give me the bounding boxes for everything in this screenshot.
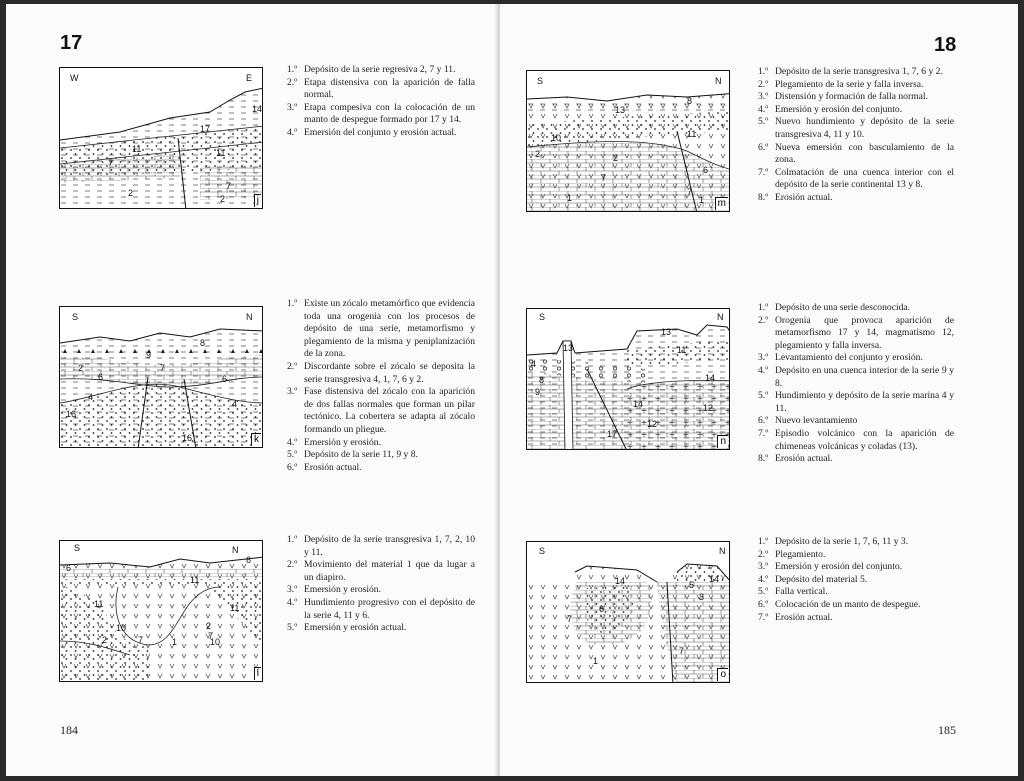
unit-number: 13: [661, 327, 672, 337]
panel-letter: m: [715, 197, 728, 210]
diagram-panel-l: [59, 540, 263, 682]
unit-number: 8: [687, 96, 693, 106]
step-item: 1.º Depósito de la serie regresiva 2, 7 y 11.: [287, 64, 456, 75]
direction-label-west: W: [70, 73, 79, 83]
unit-number: 11: [687, 129, 697, 139]
chapter-number-right: 18: [934, 34, 957, 56]
direction-label-north: N: [715, 76, 722, 86]
step-item: 8.º Erosión actual.: [758, 191, 833, 203]
direction-label-north: N: [232, 545, 239, 555]
step-item: 1.º Existe un zócalo metamórfico que evidencia toda una orogenia con los procesos de depósito de una serie, metamorfismo y plegamiento de la misma y peniplanización de la zona.: [287, 298, 475, 360]
step-item: 2.º Plegamiento de la serie y falla inversa.: [758, 78, 924, 90]
step-item: 3.º Emersión y erosión del conjunto.: [758, 561, 903, 573]
steps-list-n: [758, 302, 954, 466]
unit-number: 10: [116, 623, 127, 633]
unit-number: 1: [593, 656, 599, 666]
unit-number: 9: [535, 387, 541, 397]
unit-number: 12: [703, 403, 714, 413]
unit-number: 12: [647, 419, 658, 429]
steps-list-o: [758, 536, 954, 624]
direction-label-south: S: [539, 312, 546, 322]
step-item: 7.º Colmatación de una cuenca interior con el depósito de la serie continental 13 y 8.: [758, 166, 954, 191]
unit-number: 11: [677, 345, 687, 355]
step-item: 6.º Nueva emersión con basculamiento de la zona.: [758, 141, 954, 166]
step-item: 2.º Movimiento del material 1 que da lugar a un diapiro.: [287, 559, 475, 583]
unit-number: 7: [601, 173, 607, 183]
geologic-cross-section: [527, 542, 730, 683]
panel-letter: k: [251, 433, 261, 446]
step-item: 4.º Depósito del material 5.: [758, 573, 868, 585]
step-item: 6.º Nuevo levantamiento: [758, 415, 858, 427]
steps-list-l: [287, 534, 475, 635]
direction-label-north: N: [717, 312, 724, 322]
unit-number: 6: [66, 563, 72, 573]
unit-number: 7: [567, 614, 573, 624]
step-item: 5.º Emersión y erosión actual.: [287, 622, 407, 634]
step-item: 1.º Depósito de la serie transgresiva 1, 7, 6 y 2.: [758, 66, 943, 77]
panel-letter: o: [717, 668, 728, 681]
step-item: 2.º Orogenia que provoca aparición de metamorfismo 17 y 14, magmatismo 12, plegamiento y falla inversa.: [758, 314, 954, 351]
unit-number: 10: [551, 133, 562, 143]
unit-number: 2: [102, 635, 108, 645]
unit-number: 10: [210, 637, 221, 647]
unit-number: 16: [66, 409, 77, 419]
step-item: 4.º Emersión del conjunto y erosión actual.: [287, 126, 457, 138]
unit-number: 7: [160, 363, 166, 373]
unit-number: 13: [563, 343, 574, 353]
unit-number: 4: [88, 392, 94, 402]
step-item: 3.º Levantamiento del conjunto y erosión.: [758, 352, 923, 364]
unit-number: 17: [200, 124, 211, 134]
step-item: 7.º Erosión actual.: [758, 611, 833, 623]
direction-label-north: N: [719, 546, 726, 556]
unit-number: 14: [615, 576, 626, 586]
unit-number: 1: [567, 193, 573, 203]
step-item: 2.º Etapa distensiva con la aparición de falla normal.: [287, 76, 475, 101]
unit-number: 11: [190, 575, 200, 585]
unit-number: 4: [232, 399, 238, 409]
unit-number: 14: [633, 399, 644, 409]
unit-number: 6: [703, 165, 709, 175]
unit-number: 5: [689, 580, 695, 590]
step-item: 4.º Depósito en una cuenca interior de la serie 9 y 8.: [758, 364, 954, 389]
geologic-cross-section: [60, 68, 263, 209]
step-item: 1.º Depósito de la serie transgresiva 1, 7, 2, 10 y 11.: [287, 534, 475, 558]
direction-label-south: S: [539, 546, 546, 556]
panel-letter: j: [254, 194, 261, 207]
panel-letter: n: [717, 435, 728, 448]
unit-number: 13: [615, 105, 626, 115]
unit-number: 11: [94, 599, 104, 609]
direction-label-north: N: [246, 312, 253, 322]
unit-number: 9: [146, 350, 152, 360]
diagram-panel-k: [59, 306, 263, 448]
unit-number: 7: [679, 646, 685, 656]
step-item: 6.º Colocación de un manto de despegue.: [758, 598, 921, 610]
step-item: 6.º Erosión actual.: [287, 461, 362, 473]
unit-number: 14: [252, 104, 263, 114]
steps-list-j: [287, 64, 475, 140]
step-item: 3.º Distensión y formación de falla normal.: [758, 91, 928, 103]
unit-number: 1: [699, 195, 705, 205]
panel-letter: l: [254, 667, 261, 680]
unit-number: 1: [172, 637, 178, 647]
unit-number: 14: [705, 373, 716, 383]
step-item: 8.º Erosión actual.: [758, 453, 833, 465]
steps-list-k: [287, 298, 475, 474]
step-item: 4.º Emersión y erosión del conjunto.: [758, 103, 903, 115]
step-item: 7.º Episodio volcánico con la aparición de chimeneas volcánicas y coladas (13).: [758, 427, 954, 452]
unit-number: 7: [108, 158, 114, 168]
unit-number: 7: [226, 181, 232, 191]
unit-number: 6: [599, 604, 605, 614]
unit-number: 11: [132, 144, 142, 154]
geologic-cross-section: [527, 309, 730, 450]
step-item: 4.º Emersión y erosión.: [287, 436, 382, 448]
chapter-number-left: 17: [60, 32, 83, 54]
step-item: 2.º Discordante sobre el zócalo se deposita la serie transgresiva 4, 1, 7, 6 y 2.: [287, 360, 475, 385]
unit-number: 2: [535, 149, 541, 159]
unit-number: 6: [222, 374, 228, 384]
diagram-panel-n: [526, 308, 730, 450]
step-item: 1.º Depósito de la serie 1, 7, 6, 11 y 3.: [758, 536, 909, 547]
page-number-left: 184: [60, 723, 78, 737]
diagram-panel-j: [59, 67, 263, 209]
unit-number: 2: [78, 363, 84, 373]
direction-label-south: S: [74, 543, 81, 553]
step-item: 5.º Hundimiento y depósito de la serie marina 4 y 11.: [758, 390, 954, 414]
unit-number: 7: [138, 635, 144, 645]
direction-label-south: S: [72, 312, 79, 322]
unit-number: 2: [613, 153, 619, 163]
step-item: 2.º Plegamiento.: [758, 548, 826, 560]
step-item: 3.º Emersión y erosión.: [287, 584, 382, 596]
step-item: 3.º Etapa compesiva con la colocación de un manto de despegue formado por 17 y 14.: [287, 101, 475, 126]
unit-number: 2: [206, 621, 212, 631]
unit-number: 7: [208, 631, 214, 641]
unit-number: 14: [709, 574, 720, 584]
step-item: 5.º Depósito de la serie 11, 9 y 8.: [287, 449, 418, 461]
step-item: 5.º Nuevo hundimiento y depósito de la serie transgresiva 4, 11 y 10.: [758, 116, 954, 140]
unit-number: 4: [531, 359, 537, 369]
geologic-cross-section: [60, 307, 263, 448]
unit-number: 8: [539, 375, 545, 385]
unit-number: 3: [699, 592, 705, 602]
step-item: 4.º Hundimiento progresivo con el depósito de la serie 4, 11 y 6.: [287, 596, 475, 621]
unit-number: 11: [230, 603, 240, 613]
unit-number: 2: [220, 194, 226, 204]
unit-number: 16: [182, 433, 193, 443]
direction-label-east: E: [246, 73, 253, 83]
unit-number: 6: [246, 555, 252, 565]
diagram-panel-o: [526, 541, 730, 683]
step-item: 5.º Falla vertical.: [758, 586, 828, 598]
direction-label-south: S: [537, 76, 544, 86]
unit-number: 6: [98, 372, 104, 382]
steps-list-m: [758, 66, 954, 205]
diagram-panel-m: [526, 70, 730, 212]
unit-number: 2: [128, 188, 134, 198]
unit-number: 7: [687, 187, 693, 197]
unit-number: 8: [200, 338, 206, 348]
page-number-right: 185: [938, 723, 956, 737]
step-item: 3.º Fase distensiva del zócalo con la aparición de dos fallas normales que forman un pilar tectónico. La cobertera se adapta al zócalo formando un pliegue.: [287, 386, 475, 435]
unit-number: 17: [607, 429, 618, 439]
unit-number: 11: [216, 148, 226, 158]
step-item: 1.º Depósito de una serie desconocida.: [758, 302, 911, 313]
